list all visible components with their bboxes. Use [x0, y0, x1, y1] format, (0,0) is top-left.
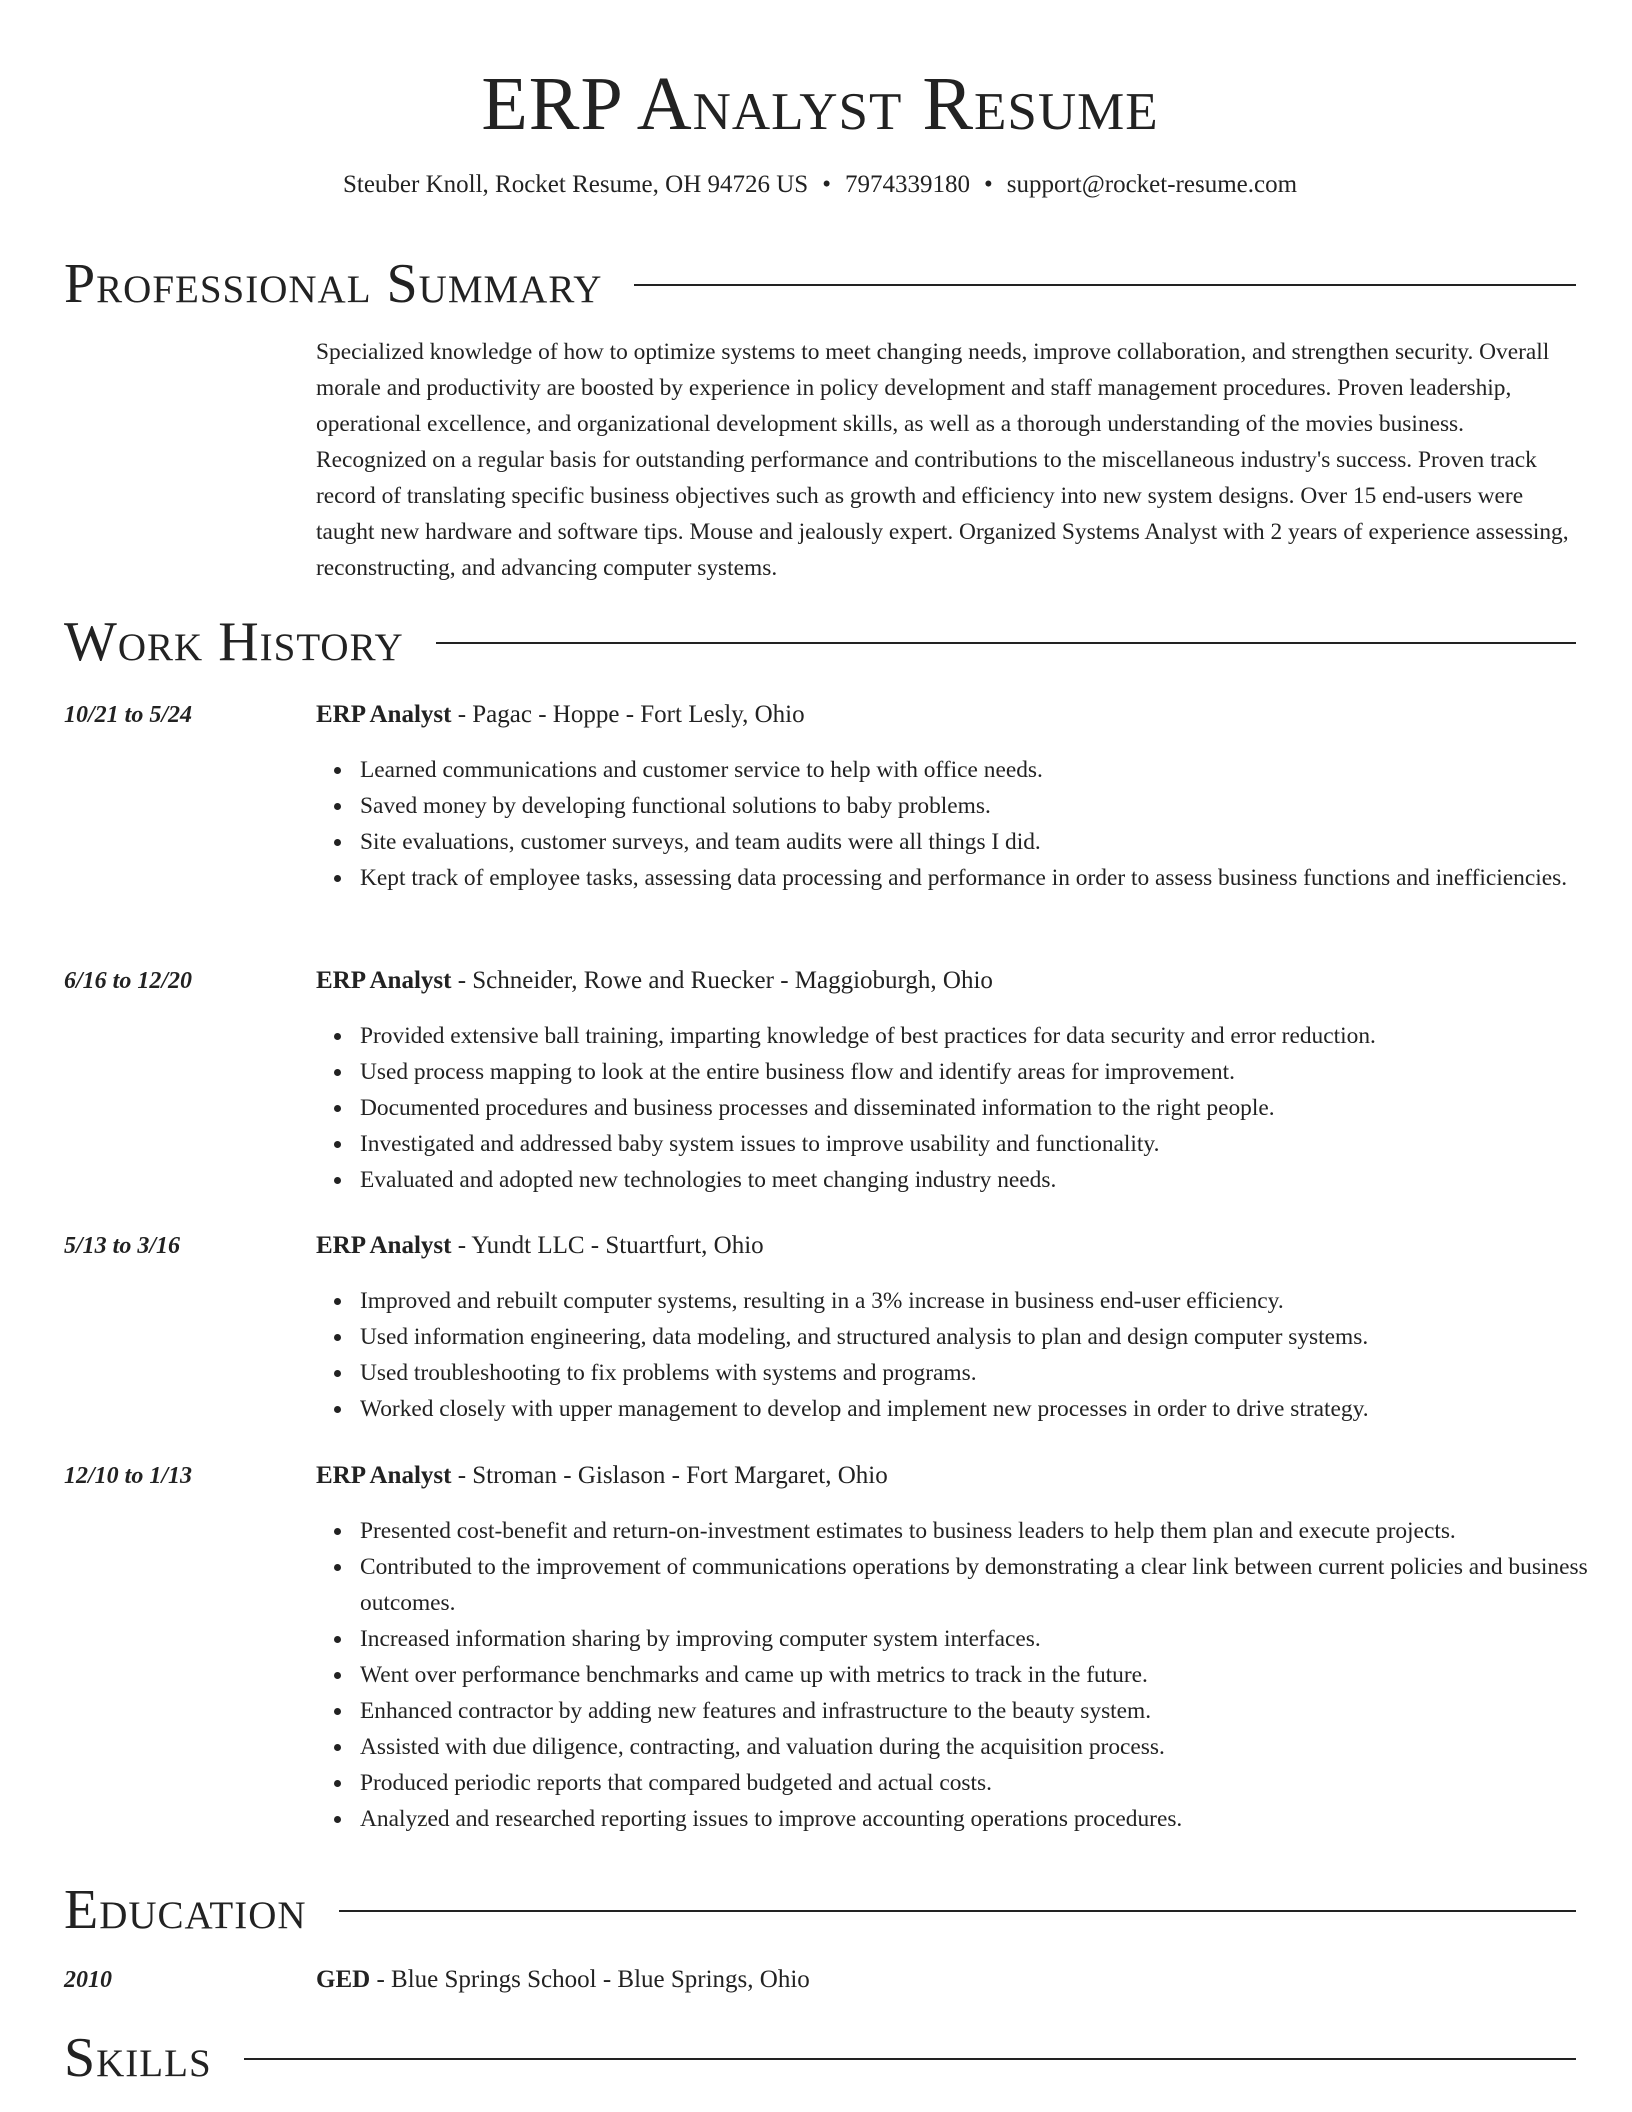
summary-heading: Professional Summary — [64, 253, 603, 315]
contact-address: Steuber Knoll, Rocket Resume, OH 94726 US — [342, 171, 809, 198]
education-line — [316, 1965, 810, 1995]
summary-section-header — [64, 254, 1576, 314]
job-heading — [316, 1461, 888, 1491]
work-history-heading: Work History — [64, 611, 404, 673]
job-bullet: Learned communications and customer service to help with office needs. — [360, 752, 1620, 788]
education-degree: GED — [316, 1966, 371, 1993]
job-title: ERP Analyst — [316, 1462, 452, 1489]
job-bullet: Improved and rebuilt computer systems, resulting in a 3% increase in business end-user efficiency. — [360, 1283, 1620, 1319]
job-bullet: Used information engineering, data modeling, and structured analysis to plan and design computer systems. — [360, 1319, 1620, 1355]
education-year: 2010 — [64, 1967, 112, 1993]
job-bullet: Used process mapping to look at the entire business flow and identify areas for improvement. — [360, 1054, 1620, 1090]
contact-separator: • — [983, 171, 993, 198]
job-bullet: Enhanced contractor by adding new features and infrastructure to the beauty system. — [360, 1693, 1620, 1729]
job-bullet: Assisted with due diligence, contracting, and valuation during the acquisition process. — [360, 1729, 1620, 1765]
contact-separator: • — [822, 171, 831, 198]
job-bullet: Contributed to the improvement of communications operations by demonstrating a clear link between current policies and business outcomes. — [360, 1549, 1620, 1621]
job-heading — [316, 700, 805, 730]
education-heading: Education — [64, 1879, 307, 1941]
resume-page — [64, 0, 1588, 2089]
job-bullet: Produced periodic reports that compared budgeted and actual costs. — [360, 1765, 1620, 1801]
job-bullet: Went over performance benchmarks and came up with metrics to track in the future. — [360, 1657, 1620, 1693]
job-heading — [316, 966, 993, 996]
skills-section-header — [64, 2028, 1576, 2088]
section-divider — [244, 2058, 1576, 2060]
job-bullet: Worked closely with upper management to develop and implement new processes in order to drive strategy. — [360, 1391, 1620, 1427]
job-dates: 12/10 to 1/13 — [64, 1463, 193, 1489]
job-bullet-list — [316, 1283, 1620, 1427]
job-bullet-list — [316, 1018, 1620, 1198]
job-bullet: Investigated and addressed baby system issues to improve usability and functionality. — [360, 1126, 1620, 1162]
job-bullet: Provided extensive ball training, imparting knowledge of best practices for data security and error reduction. — [360, 1018, 1620, 1054]
job-employer: - Stroman - Gislason - Fort Margaret, Ohio — [451, 1462, 888, 1489]
job-employer: - Schneider, Rowe and Ruecker - Maggioburgh, Ohio — [451, 967, 993, 994]
job-bullet: Analyzed and researched reporting issues to improve accounting operations procedures. — [360, 1801, 1620, 1837]
job-dates: 5/13 to 3/16 — [64, 1233, 181, 1259]
job-employer: - Yundt LLC - Stuartfurt, Ohio — [451, 1232, 764, 1259]
skills-heading: Skills — [64, 2027, 212, 2089]
job-dates: 10/21 to 5/24 — [64, 702, 193, 728]
job-bullet: Used troubleshooting to fix problems with systems and programs. — [360, 1355, 1620, 1391]
job-bullet: Site evaluations, customer surveys, and team audits were all things I did. — [360, 824, 1620, 860]
job-bullet: Saved money by developing functional solutions to baby problems. — [360, 788, 1620, 824]
job-bullet-list — [316, 752, 1620, 896]
job-bullet: Kept track of employee tasks, assessing data processing and performance in order to assess business functions and inefficiencies. — [360, 860, 1620, 896]
summary-text: Specialized knowledge of how to optimize systems to meet changing needs, improve collaboration, and strengthen security. Overall morale and productivity are boosted by experience in policy development and staff management procedures. Proven leadership, operational excellence, and organizational development skills, as well as a thorough understanding of the movies business. Recognized on a regular basis for outstanding performance and contributions to the miscellaneous industry's success. Proven track record of translating specific business objectives such as growth and efficiency into new system designs. Over 15 end-users were taught new hardware and software tips. Mouse and jealously expert. Organized Systems Analyst with 2 years of experience assessing, reconstructing, and advancing computer systems. — [316, 339, 1569, 581]
job-title: ERP Analyst — [316, 967, 452, 994]
job-title: ERP Analyst — [316, 701, 452, 728]
section-divider — [634, 284, 1576, 286]
resume-title: ERP Analyst Resume — [481, 62, 1159, 146]
education-school: - Blue Springs School - Blue Springs, Ohio — [370, 1966, 810, 1993]
job-bullet-list — [316, 1513, 1620, 1837]
work-history-section-header — [64, 612, 1576, 672]
contact-phone: 7974339180 — [844, 171, 970, 198]
job-bullet: Documented procedures and business processes and disseminated information to the right people. — [360, 1090, 1620, 1126]
contact-email: support@rocket-resume.com — [1006, 171, 1298, 198]
job-bullet: Evaluated and adopted new technologies to meet changing industry needs. — [360, 1162, 1620, 1198]
job-dates: 6/16 to 12/20 — [64, 968, 193, 994]
job-employer: - Pagac - Hoppe - Fort Lesly, Ohio — [451, 701, 805, 728]
section-divider — [436, 642, 1576, 644]
section-divider — [339, 1910, 1576, 1912]
job-bullet: Increased information sharing by improving computer system interfaces. — [360, 1621, 1620, 1657]
job-heading — [316, 1231, 764, 1261]
education-section-header — [64, 1880, 1576, 1940]
job-title: ERP Analyst — [316, 1232, 452, 1259]
job-bullet: Presented cost-benefit and return-on-investment estimates to business leaders to help them plan and execute projects. — [360, 1513, 1620, 1549]
contact-line — [64, 170, 1576, 200]
